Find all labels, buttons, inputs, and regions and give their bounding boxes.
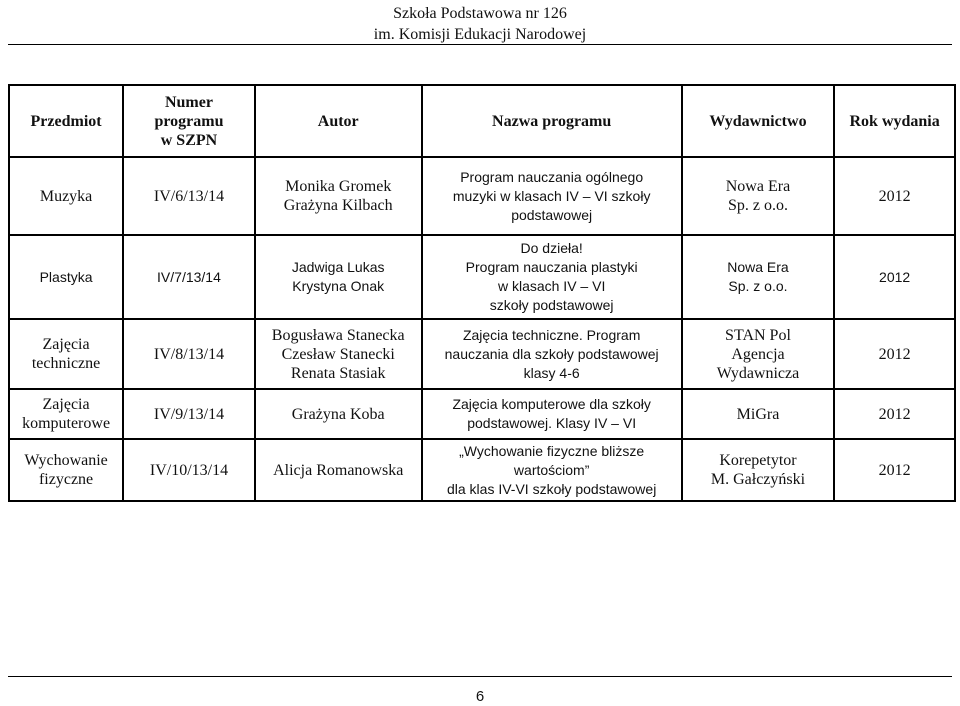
cell-rok [834,319,955,389]
table-row [9,439,955,501]
cell-text-line: Grażyna Kilbach [283,197,393,214]
cell-autor [255,439,422,501]
cell-text-line: podstawowej [511,206,593,223]
cell-text-line: Sp. z o.o. [727,197,788,214]
cell-przedmiot [9,389,123,439]
cell-text-line: „Wychowanie fizyczne bliższe [459,442,645,459]
cell-text-line: Czesław Stanecki [281,345,395,363]
cell-nazwa [422,235,682,319]
cell-text-line: Bogusława Stanecka [271,326,405,344]
cell-text-line: Grażyna Koba [291,405,385,423]
cell-text-line: 2012 [878,345,911,363]
header-wydawnictwo [682,85,835,157]
cell-text-line: szkoły podstawowej [489,297,614,313]
cell-przedmiot [9,319,123,389]
cell-wydawnictwo [682,319,835,389]
cell-text-line: Zajęcia komputerowe dla szkoły [452,396,651,412]
cell-text-line: Korepetytor [719,452,797,469]
cell-text-line: MiGra [736,405,780,423]
cell-numer [123,439,255,501]
header-divider [8,44,952,45]
cell-text-line: IV/6/13/14 [153,187,225,205]
cell-text-line: Krystyna Onak [292,278,385,294]
cell-text-line: 2012 [878,405,911,423]
cell-nazwa [422,439,682,501]
table-header-row [9,85,955,157]
cell-text-line: wartościom” [513,461,590,478]
cell-text-line: Nowa Era [727,259,789,275]
header-text-line: Autor [317,112,359,130]
cell-rok [834,235,955,319]
cell-wydawnictwo [682,235,835,319]
cell-text-line: klasy 4-6 [523,364,580,381]
footer-divider [8,676,952,677]
cell-wydawnictwo [682,389,835,439]
cell-autor [255,157,422,235]
cell-nazwa [422,319,682,389]
cell-wydawnictwo [682,157,835,235]
cell-text-line: Renata Stasiak [290,364,386,382]
header-numer [123,85,255,157]
cell-numer [123,319,255,389]
table-row [9,319,955,389]
cell-text-line: IV/10/13/14 [149,461,229,479]
cell-wydawnictwo [682,439,835,501]
table-row [9,157,955,235]
cell-text-line: IV/8/13/14 [153,345,225,363]
cell-przedmiot [9,439,123,501]
cell-text-line: Monika Gromek [285,178,392,195]
programs-table [8,84,956,502]
header-przedmiot [9,85,123,157]
cell-numer [123,235,255,319]
cell-text-line: dla klas IV-VI szkoły podstawowej [446,480,657,497]
header-text-line: programu [154,112,224,130]
header-text-line: Przedmiot [30,112,102,130]
header-nazwa [422,85,682,157]
table-row [9,235,955,319]
cell-text-line: w klasach IV – VI [497,278,606,294]
cell-numer [123,389,255,439]
cell-text-line: M. Gałczyński [710,471,806,488]
header-text-line: Wydawnictwo [709,112,807,130]
cell-autor [255,235,422,319]
cell-text-line: Muzyka [39,187,93,205]
header-text-line: w SZPN [160,131,218,149]
cell-text-line: IV/7/13/14 [157,268,221,285]
cell-text-line: podstawowej. Klasy IV – VI [467,415,637,431]
cell-autor [255,319,422,389]
cell-rok [834,389,955,439]
school-patron: im. Komisji Edukacji Narodowej [373,26,587,43]
school-name: Szkoła Podstawowa nr 126 [393,5,567,22]
header-rok [834,85,955,157]
header-text-line: Numer [164,93,213,111]
cell-text-line: Jadwiga Lukas [291,259,385,275]
cell-text-line: fizyczne [38,471,94,488]
cell-text-line: Program nauczania plastyki [465,259,638,275]
cell-text-line: muzyki w klasach IV – VI szkoły [452,187,651,204]
cell-nazwa [422,389,682,439]
cell-text-line: Program nauczania ogólnego [460,168,644,185]
cell-text-line: 2012 [879,268,911,285]
header-text-line: Rok wydania [849,112,940,130]
cell-text-line: nauczania dla szkoły podstawowej [444,345,659,362]
cell-numer [123,157,255,235]
cell-autor [255,389,422,439]
cell-text-line: 2012 [878,187,911,205]
cell-text-line: Zajęcia [42,396,90,413]
page-number: 6 [475,688,485,705]
cell-text-line: komputerowe [22,415,111,432]
cell-text-line: Alicja Romanowska [273,461,404,479]
table-row [9,389,955,439]
document-header [0,0,960,45]
cell-text-line: IV/9/13/14 [153,405,225,423]
cell-przedmiot [9,157,123,235]
cell-text-line: Sp. z o.o. [728,278,788,294]
cell-przedmiot [9,235,123,319]
cell-text-line: Zajęcia techniczne. Program [462,326,641,343]
cell-text-line: Wychowanie [24,452,108,469]
header-text-line: Nazwa programu [492,112,612,130]
cell-nazwa [422,157,682,235]
cell-text-line: 2012 [878,461,911,479]
cell-rok [834,157,955,235]
cell-text-line: techniczne [31,355,101,372]
cell-text-line: Do dzieła! [520,240,583,256]
cell-text-line: Plastyka [39,268,93,285]
table-body [9,157,955,501]
header-autor [255,85,422,157]
cell-text-line: Zajęcia [42,336,90,353]
cell-text-line: Nowa Era [725,178,791,195]
cell-rok [834,439,955,501]
cell-text-line: Wydawnicza [716,364,800,382]
cell-text-line: Agencja [731,345,785,363]
cell-text-line: STAN Pol [725,326,791,344]
